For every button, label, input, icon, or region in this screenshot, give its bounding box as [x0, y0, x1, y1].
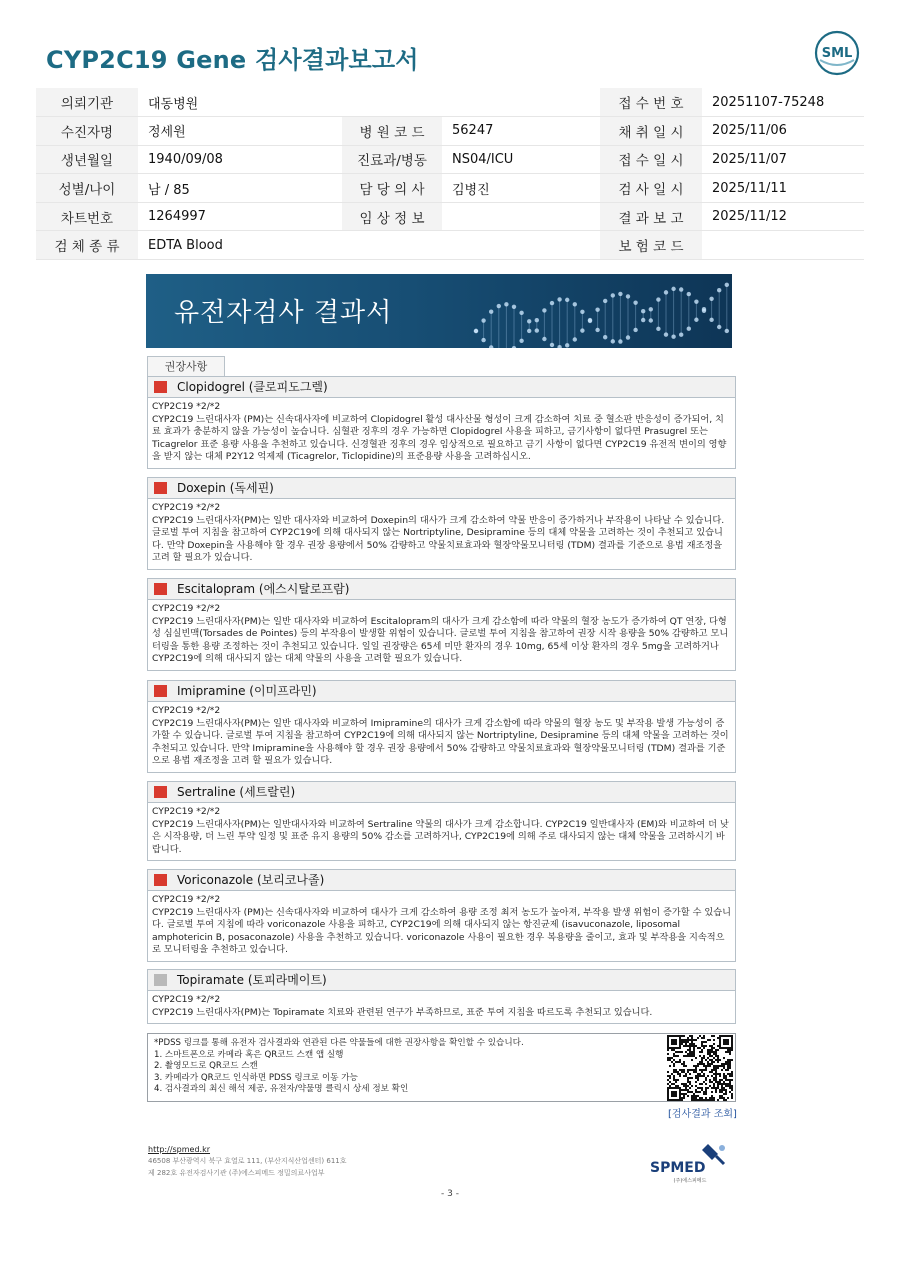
pdss-instructions	[147, 1033, 736, 1102]
drug-genotype: CYP2C19 *2/*2	[152, 806, 221, 817]
drug-recommendation	[147, 891, 736, 962]
status-marker-icon	[154, 381, 167, 393]
status-marker-icon	[154, 786, 167, 798]
info-value: 56247	[442, 117, 600, 146]
status-marker-icon	[154, 874, 167, 886]
drug-name: Clopidogrel (클로피도그렐)	[177, 380, 328, 394]
info-row	[36, 117, 864, 146]
status-marker-icon	[154, 583, 167, 595]
info-label: 접 수 일 시	[600, 145, 702, 174]
info-value	[702, 231, 864, 260]
info-value: 1264997	[138, 202, 342, 231]
sml-logo-icon	[814, 30, 860, 76]
info-row	[36, 231, 864, 260]
info-value: 남 / 85	[138, 174, 342, 203]
drug-section	[147, 376, 736, 469]
drug-genotype: CYP2C19 *2/*2	[152, 994, 221, 1005]
pdss-note-line: 4. 검사결과의 최신 해석 제공, 유전자/약물명 클릭시 상세 정보 확인	[154, 1084, 409, 1095]
banner-title: 유전자검사 결과서	[174, 298, 393, 328]
drug-section	[147, 578, 736, 671]
spmed-brand-subtext: (주)에스피메드	[673, 1178, 707, 1184]
drug-header	[147, 477, 736, 499]
drug-recommendation	[147, 398, 736, 469]
info-value: 2025/11/07	[702, 145, 864, 174]
info-row	[36, 145, 864, 174]
info-label: 담 당 의 사	[342, 174, 442, 203]
drug-name: Imipramine (이미프라민)	[177, 684, 317, 698]
sml-logo-text: SML	[821, 46, 853, 61]
info-value: 20251107-75248	[702, 88, 864, 117]
footer-address: 46508 부산광역시 북구 효열로 111, (부산지식산업센터) 611호	[148, 1157, 347, 1165]
drug-section	[147, 680, 736, 773]
info-label: 성별/나이	[36, 174, 138, 203]
drug-header	[147, 680, 736, 702]
recommendation-tab: 권장사항	[147, 356, 225, 376]
info-empty-cell	[442, 88, 600, 117]
info-label: 검 사 일 시	[600, 174, 702, 203]
info-label: 의뢰기관	[36, 88, 138, 117]
drug-header	[147, 781, 736, 803]
info-label: 접 수 번 호	[600, 88, 702, 117]
drug-genotype: CYP2C19 *2/*2	[152, 894, 221, 905]
status-marker-icon	[154, 685, 167, 697]
info-value: 1940/09/08	[138, 145, 342, 174]
info-value: 대동병원	[138, 88, 342, 117]
drug-header	[147, 869, 736, 891]
info-label: 병 원 코 드	[342, 117, 442, 146]
drug-header	[147, 376, 736, 398]
drug-recommendation	[147, 702, 736, 773]
info-value: 2025/11/06	[702, 117, 864, 146]
drug-name: Sertraline (세트랄린)	[177, 785, 296, 799]
result-lookup-link[interactable]: [검사결과 조회]	[668, 1109, 737, 1120]
info-label: 수진자명	[36, 117, 138, 146]
drug-header	[147, 578, 736, 600]
info-label: 진료과/병동	[342, 145, 442, 174]
qr-code-icon[interactable]	[666, 1035, 734, 1101]
drug-name: Voriconazole (보리코나졸)	[177, 873, 325, 887]
info-value: 김병진	[442, 174, 600, 203]
info-row	[36, 88, 864, 117]
page-number: - 3 -	[441, 1189, 459, 1199]
info-label: 차트번호	[36, 202, 138, 231]
info-label: 검 체 종 류	[36, 231, 138, 260]
pdss-note-line: 3. 카메라가 QR코드 인식하면 PDSS 링크로 이동 가능	[154, 1072, 358, 1083]
drug-recommendation	[147, 499, 736, 570]
drug-genotype: CYP2C19 *2/*2	[152, 603, 221, 614]
drug-name: Topiramate (토피라메이트)	[177, 973, 327, 987]
drug-recommendation-text: CYP2C19 느린대사자 (PM)는 신속대사자와 비교하여 대사가 크게 감소하여 용량 조정 최저 농도가 높아져, 부작용 발생 위험이 증가할 수 있습니다. 글로벌 투여 지침에 따라 voriconazole 사용을 피하고, CYP2C19에 의해 대사되지 않는 항진균제 (isavuconazole, liposomal amphotericin B, posaconazole) 사용을 추천하고 있습니다. voriconazole 사용이 필요한 경우 복용량을 줄이고, 효과 및 부작용을 지속적으로 모니터링을 추천하고 있습니다.	[152, 906, 731, 956]
drug-header	[147, 969, 736, 991]
info-row	[36, 174, 864, 203]
info-value: EDTA Blood	[138, 231, 342, 260]
drug-recommendation-text: CYP2C19 느린대사자(PM)는 Topiramate 치료와 관련된 연구가 부족하므로, 표준 투여 지침을 따르도록 추천되고 있습니다.	[152, 1006, 653, 1018]
info-value	[442, 202, 600, 231]
drug-recommendation	[147, 600, 736, 671]
info-empty-cell	[442, 231, 600, 260]
info-label: 채 취 일 시	[600, 117, 702, 146]
info-label: 임 상 정 보	[342, 202, 442, 231]
info-empty-cell	[342, 231, 442, 260]
spmed-brand-text: SPMED	[650, 1160, 706, 1176]
drug-recommendation	[147, 803, 736, 861]
drug-recommendation-text: CYP2C19 느린대사자(PM)는 일반 대사자와 비교하여 Escitalopram의 대사가 크게 감소함에 따라 약물의 혈장 농도가 증가하여 QT 연장, 다형성 심실빈맥(Torsades de Pointes) 등의 부작용이 발생할 위험이 있습니다. 글로벌 투여 지침을 참고하여 권장 시작 용량을 50% 감량하고 모니터링을 통한 용량 조정하는 것이 추천되고 있습니다. 일일 권장량은 65세 미만 환자의 경우 10mg, 65세 이상 환자의 경우 5mg을 고려하거나 CYP2C19에 의해 대사되지 않는 대체 약물의 사용을 고려할 필요가 있습니다.	[152, 615, 729, 665]
drug-genotype: CYP2C19 *2/*2	[152, 502, 221, 513]
info-value: 정세원	[138, 117, 342, 146]
drug-section	[147, 869, 736, 962]
pdss-note-line: *PDSS 링크를 통해 유전자 검사결과와 연관된 다른 약물들에 대한 권장사항을 확인할 수 있습니다.	[154, 1038, 524, 1048]
drug-name: Escitalopram (에스시탈로프람)	[177, 582, 350, 596]
result-banner	[146, 274, 732, 348]
drug-section	[147, 781, 736, 861]
drug-genotype: CYP2C19 *2/*2	[152, 401, 221, 412]
info-label: 생년월일	[36, 145, 138, 174]
info-value: NS04/ICU	[442, 145, 600, 174]
footer-url[interactable]: http://spmed.kr	[148, 1145, 211, 1154]
drug-section	[147, 969, 736, 1024]
info-label: 결 과 보 고	[600, 202, 702, 231]
info-value: 2025/11/11	[702, 174, 864, 203]
patient-info-table	[36, 88, 864, 260]
drug-recommendation-text: CYP2C19 느린대사자(PM)는 일반대사자와 비교하여 Sertraline 약물의 대사가 크게 감소합니다. CYP2C19 일반대사자 (EM)와 비교하여 더 낮은 시작용량, 더 느린 투약 일정 및 표준 유지 용량의 50% 감소를 고려하거나, CYP2C19에 의해 주로 대사되지 않는 대체 약물을 고려하시기 바랍니다.	[152, 818, 729, 855]
status-marker-icon	[154, 974, 167, 986]
status-marker-icon	[154, 482, 167, 494]
footer-organization: 제 282호 유전자검사기관 (주)에스피메드 정밀의료사업부	[148, 1169, 325, 1177]
drug-recommendation-text: CYP2C19 느린대사자(PM)는 일반 대사자와 비교하여 Imipramine의 대사가 크게 감소함에 따라 약물의 혈장 농도 및 부작용 발생 가능성이 증가할 수 있습니다. 글로벌 투여 지침을 참고하여 CYP2C19에 의해 대사되지 않는 Nortriptyline, Desipramine 등의 대체 약물을 고려하는 것이 추천되고 있습니다. 만약 Imipramine을 사용해야 할 경우 권장 용량에서 50% 감량하고 약물치료효과와 혈장약물모니터링 (TDM) 결과를 기준으로 용법 재조정을 고려 할 필요가 있습니다.	[152, 717, 729, 767]
drug-genotype: CYP2C19 *2/*2	[152, 705, 221, 716]
pdss-note-line: 1. 스마트폰으로 카메라 혹은 QR코드 스캔 앱 실행	[154, 1049, 344, 1060]
spmed-logo-icon	[650, 1140, 730, 1184]
drug-section	[147, 477, 736, 570]
drug-recommendation	[147, 991, 736, 1024]
info-value: 2025/11/12	[702, 202, 864, 231]
drug-recommendation-text: CYP2C19 느린대사자 (PM)는 신속대사자에 비교하여 Clopidogrel 활성 대사산물 형성이 크게 감소하여 치료 중 혈소판 반응성이 증가되어, 치료 효과가 충분하지 않을 가능성이 높습니다. 심혈관 징후의 경우 가능하면 Clopidogrel 사용을 피하고, 금기사항이 없다면 Prasugrel 또는 Ticagrelor 표준 용량 사용을 추천하고 있습니다. 신경혈관 징후의 경우 임상적으로 필요하고 금기 사항이 없다면 CYP2C19 유전적 변이의 영향을 받지 않는 대체 P2Y12 억제제 (Ticagrelor, Ticlopidine)의 표준용량 사용을 고려하십시오.	[152, 413, 727, 463]
info-empty-cell	[342, 88, 442, 117]
drug-name: Doxepin (독세핀)	[177, 481, 274, 495]
info-label: 보 험 코 드	[600, 231, 702, 260]
report-title: CYP2C19 Gene 검사결과보고서	[46, 46, 419, 74]
info-row	[36, 202, 864, 231]
drug-recommendation-text: CYP2C19 느린대사자(PM)는 일반 대사자와 비교하여 Doxepin의 대사가 크게 감소하여 약물 반응이 증가하거나 부작용이 나타날 수 있습니다. 글로벌 투여 지침을 참고하여 CYP2C19에 의해 대사되지 않는 Nortriptyline, Desipramine 등의 대체 약물을 고려하는 것이 추천되고 있습니다. 만약 Doxepin을 사용해야 할 경우 권장 용량에서 50% 감량하고 약물치료효과와 혈장약물모니터링 (TDM) 결과를 기준으로 용법 재조정을 고려 할 필요가 있습니다.	[152, 514, 725, 564]
pdss-note-line: 2. 촬영모드로 QR코드 스캔	[154, 1061, 258, 1072]
